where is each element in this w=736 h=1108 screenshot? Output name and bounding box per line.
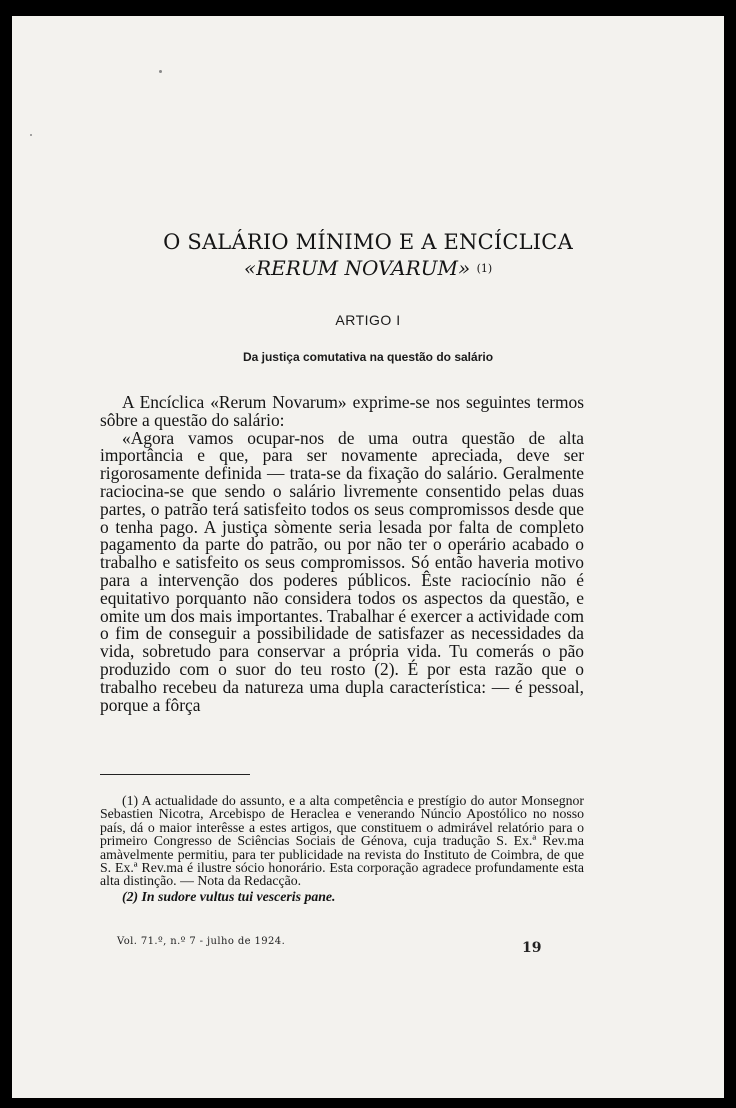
body-paragraph: A Encíclica «Rerum Novarum» exprime-se nos seguintes termos sôbre a questão do salário: [100,392,584,430]
article-title [12,230,724,280]
body-paragraph-quote: «Agora vamos ocupar-nos de uma outra questão de alta importância e que, para ser novamente apreciada, deve ser rigorosamente definida — trata-se da fixação do salário. Geralmente raciocina-se que sendo o salário livremente consentido pelas duas partes, o patrão terá satisfeito todos os seus compromissos desde que o tenha pago. A justiça sòmente seria lesada por falta de completo pagamento da parte do patrão, ou por não ter o operário acabado o trabalho e satisfeito os seus compromissos. Só então haveria motivo para a intervenção dos poderes públicos. Êste raciocínio não é equitativo porquanto não considera todos os aspectos da questão, e omite um dos mais importantes. Trabalhar é exercer a actividade com o fim de conseguir a possibilidade de satisfazer as necessidades da vida, sobretudo para conservar a própria vida. Tu comerás o pão produzido com o suor do teu rosto (2). É por esta razão que o trabalho recebeu da natureza uma dupla característica: — é pessoal, porque a fôrça [100,427,584,715]
article-body [100,394,584,714]
footnote-1: (1) A actualidade do assunto, e a alta competência e prestígio do autor Monsegnor Sebastien Nicotra, Arcebispo de Heraclea e venerando Núncio Apostólico no nosso país, dá o maior interêsse a estes artigos, que constituem o admirável relatório para o primeiro Congresso de Sciências Sociais de Génova, cuja tradução S. Ex.ª Rev.ma amàvelmente permitiu, para ter publicidade na revista do Instituto de Coimbra, de que S. Ex.ª Rev.ma é ilustre sócio honorário. Esta corporação agradece profundamente esta alta distinção. — Nota da Redacção. [100,793,584,889]
title-encyclical-name: «RERUM NOVARUM» [243,256,471,280]
document-page [12,16,724,1098]
footnote-2: (2) In sudore vultus tui vesceris pane. [122,888,336,904]
title-line-2 [12,256,724,280]
footnotes [100,794,584,903]
title-line-1: O SALÁRIO MÍNIMO E A ENCÍCLICA [163,230,573,254]
section-heading: ARTIGO I [335,312,401,328]
title-footnote-ref: (1) [476,262,493,275]
paper-speck [30,134,32,136]
page-number: 19 [522,940,542,956]
paper-speck [159,70,162,73]
section-subheading: Da justiça comutativa na questão do salário [242,350,494,364]
volume-info: Vol. 71.º, n.º 7 - julho de 1924. [117,936,286,947]
footnote-divider [100,774,250,775]
